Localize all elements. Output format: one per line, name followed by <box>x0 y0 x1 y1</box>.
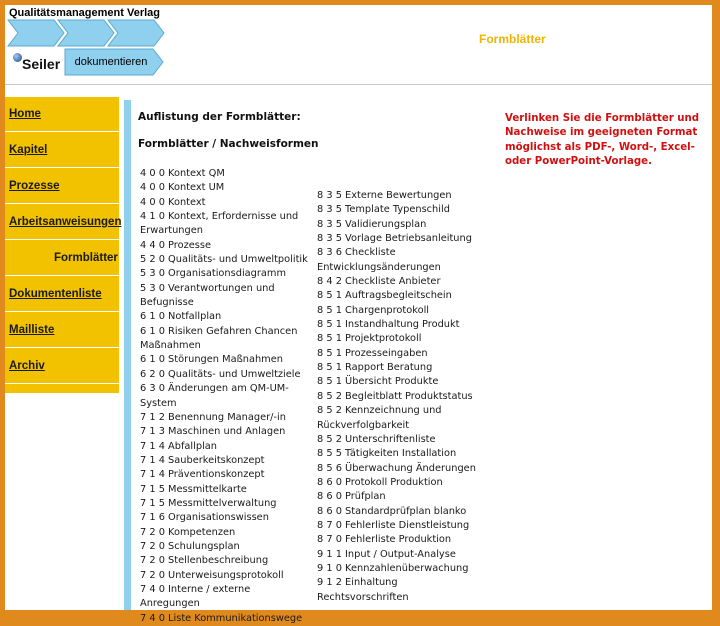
dokumentieren-label: dokumentieren <box>74 56 148 68</box>
form-list-item[interactable]: 8 5 1 Instandhaltung Produkt <box>317 319 460 331</box>
chevron-shape <box>8 20 64 46</box>
form-list-item[interactable]: 7 1 6 Organisationswissen <box>140 512 269 524</box>
nav-link-dokumentenliste[interactable]: Dokumentenliste <box>9 288 102 300</box>
nav-item-prozesse[interactable] <box>5 169 119 204</box>
nav-link-home[interactable]: Home <box>9 108 41 120</box>
form-list-item[interactable]: 8 5 6 Überwachung Änderungen <box>317 462 476 474</box>
form-list-item[interactable]: 8 4 2 Checkliste Anbieter <box>317 276 441 288</box>
header-divider <box>5 84 712 85</box>
form-list-item[interactable]: 5 3 0 Verantwortungen und Befugnisse <box>140 282 275 309</box>
form-list-item[interactable]: 9 1 0 Kennzahlenüberwachung <box>317 562 469 574</box>
form-list-item[interactable]: 5 2 0 Qualitäts- und Umweltpolitik <box>140 254 308 266</box>
form-list-item[interactable]: 7 1 4 Abfallplan <box>140 440 218 452</box>
form-list-item[interactable]: 6 2 0 Qualitäts- und Umweltziele <box>140 368 301 380</box>
form-list-item[interactable]: 8 5 1 Übersicht Produkte <box>317 376 439 388</box>
form-list-item[interactable]: 8 5 2 Unterschriftenliste <box>317 433 436 445</box>
logo-text: Seiler <box>22 56 61 72</box>
form-list-item[interactable]: 8 5 2 Begleitblatt Produktstatus <box>317 390 473 402</box>
form-list-item[interactable]: 7 2 0 Stellenbeschreibung <box>140 555 269 567</box>
form-list-item[interactable]: 7 1 3 Maschinen und Anlagen <box>140 426 286 438</box>
main-subheading: Formblätter / Nachweisformen <box>138 138 319 150</box>
form-list-item[interactable]: 6 1 0 Risiken Gefahren Chancen Maßnahmen <box>140 325 298 352</box>
chevron-shape <box>58 20 114 46</box>
brand-name: Qualitätsmanagement Verlag <box>9 7 160 19</box>
form-list-item[interactable]: 8 3 6 Checkliste Entwicklungsänderungen <box>317 247 441 273</box>
form-list-item[interactable]: 5 3 0 Organisationsdiagramm <box>140 268 287 280</box>
form-list-item[interactable]: 4 0 0 Kontext UM <box>140 182 225 194</box>
form-list-item[interactable]: 4 0 0 Kontext QM <box>140 168 225 179</box>
form-list-right <box>317 189 487 605</box>
form-list-item[interactable]: 8 6 0 Protokoll Produktion <box>317 476 443 488</box>
dokumentieren-chevron <box>65 49 165 75</box>
form-list-item[interactable]: 4 1 0 Kontext, Erfordernisse und Erwartungen <box>140 211 299 237</box>
form-list-item[interactable]: 8 3 5 Validierungsplan <box>317 218 427 230</box>
nav-item-dokumentenliste[interactable] <box>5 277 119 312</box>
nav-link-archiv[interactable]: Archiv <box>9 360 45 372</box>
nav-item-kapitel[interactable] <box>5 133 119 168</box>
form-list-item[interactable]: 7 2 0 Kompetenzen <box>140 526 236 538</box>
nav-item-mailliste[interactable] <box>5 313 119 348</box>
form-list-item[interactable]: 8 5 1 Rapport Beratung <box>317 362 433 374</box>
form-list-item[interactable]: 8 3 5 Vorlage Betriebsanleitung <box>317 233 472 245</box>
content-divider-bar <box>124 100 131 610</box>
instruction-note: Verlinken Sie die Formblätter und Nachweise im geeigneten Format möglichst als PDF-, Word-, Excel- oder PowerPoint-Vorlage. <box>505 113 700 167</box>
form-list-item[interactable]: 7 1 5 Messmittelkarte <box>140 483 247 495</box>
nav-link-prozesse[interactable]: Prozesse <box>9 180 60 192</box>
form-list-item[interactable]: 7 4 0 Interne / externe Anregungen <box>140 583 251 610</box>
page-title: Formblätter <box>479 32 546 46</box>
form-list-item[interactable]: 6 3 0 Änderungen am QM-UM-System <box>140 383 289 409</box>
form-list-item[interactable]: 9 1 1 Input / Output-Analyse <box>317 548 456 560</box>
form-list-item[interactable]: 7 1 4 Präventionskonzept <box>140 469 265 481</box>
nav-link-kapitel[interactable]: Kapitel <box>9 144 48 156</box>
main-heading: Auflistung der Formblätter: <box>138 111 301 123</box>
logo <box>9 50 67 74</box>
sidebar <box>5 97 122 393</box>
form-list-item[interactable]: 7 1 5 Messmittelverwaltung <box>140 497 277 509</box>
form-list-item[interactable]: 8 5 2 Kennzeichnung und Rückverfolgbarkeit <box>317 405 442 431</box>
nav-link-mailliste[interactable]: Mailliste <box>9 324 55 336</box>
nav-link-arbeitsanweisungen[interactable]: Arbeitsanweisungen <box>9 216 122 228</box>
form-list-item[interactable]: 8 3 5 Template Typenschild <box>317 204 450 216</box>
form-list-left <box>140 167 312 626</box>
logo-dot-icon <box>13 53 22 62</box>
form-list-item[interactable]: 7 2 0 Schulungsplan <box>140 540 240 552</box>
form-list-item[interactable]: 8 6 0 Standardprüfplan blanko <box>317 505 467 517</box>
form-list-item[interactable]: 7 1 2 Benennung Manager/-in <box>140 411 286 423</box>
form-list-item[interactable]: 8 5 1 Projektprotokoll <box>317 333 422 345</box>
process-chevrons <box>8 20 168 46</box>
form-list-item[interactable]: 4 0 0 Kontext <box>140 196 206 208</box>
form-list-item[interactable]: 8 5 1 Chargenprotokoll <box>317 304 430 316</box>
form-list-item[interactable]: 9 1 2 Einhaltung Rechtsvorschriften <box>317 577 409 603</box>
nav-link-formblaetter[interactable]: Formblätter <box>54 252 118 264</box>
nav-item-archiv[interactable] <box>5 349 119 384</box>
form-list-item[interactable]: 8 7 0 Fehlerliste Dienstleistung <box>317 519 470 531</box>
nav-item-home[interactable] <box>5 97 119 132</box>
form-list-item[interactable]: 6 1 0 Störungen Maßnahmen <box>140 354 283 366</box>
form-list-item[interactable]: 7 1 4 Sauberkeitskonzept <box>140 454 265 466</box>
nav-item-formblaetter[interactable] <box>5 241 119 276</box>
form-list-item[interactable]: 6 1 0 Notfallplan <box>140 311 222 323</box>
form-list-item[interactable]: 7 2 0 Unterweisungsprotokoll <box>140 569 284 581</box>
form-list-item[interactable]: 8 3 5 Externe Bewertungen <box>317 190 452 201</box>
form-list-item[interactable]: 8 6 0 Prüfplan <box>317 491 386 503</box>
chevron-shape <box>108 20 164 46</box>
form-list-item[interactable]: 7 4 0 Liste Kommunikationswege <box>140 612 303 624</box>
page <box>5 5 712 624</box>
form-list-item[interactable]: 8 5 1 Prozesseingaben <box>317 347 428 359</box>
nav-item-arbeitsanweisungen[interactable] <box>5 205 122 240</box>
form-list-item[interactable]: 8 7 0 Fehlerliste Produktion <box>317 534 452 546</box>
form-list-item[interactable]: 8 5 1 Auftragsbegleitschein <box>317 290 452 302</box>
header <box>5 5 712 85</box>
form-list-item[interactable]: 4 4 0 Prozesse <box>140 239 211 251</box>
form-list-item[interactable]: 8 5 5 Tätigkeiten Installation <box>317 448 457 460</box>
